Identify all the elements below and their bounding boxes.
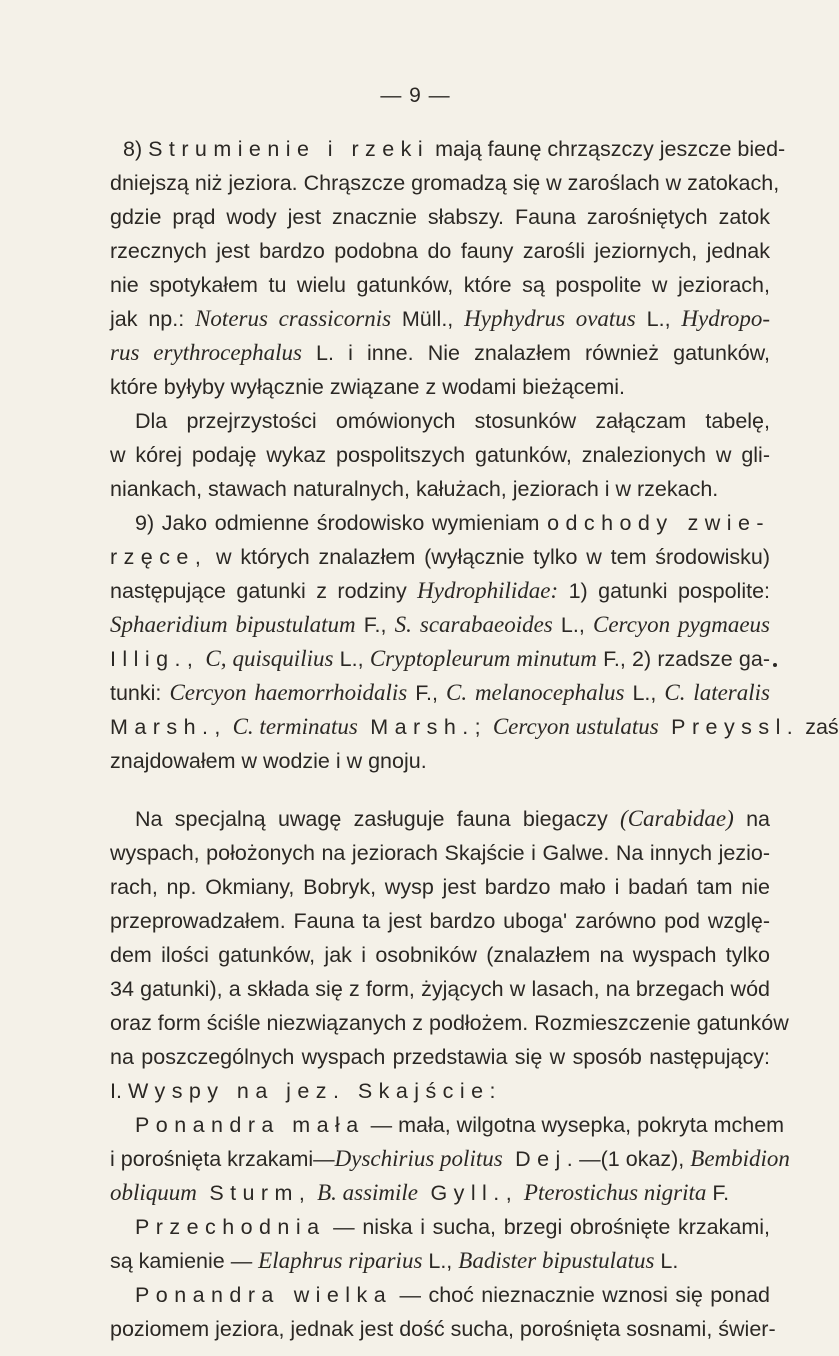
carabidae-line-8: na poszczególnych wyspach przedstawia się w sposób następujący: <box>110 1045 770 1069</box>
emphasis-text: Wyspy na jez. Skajście: <box>127 1079 502 1103</box>
species-name: Bembidion <box>690 1146 790 1171</box>
section9-line-6: tunki: Cercyon haemorrhoidalis F., C. melanocephalus L., C. lateralis <box>110 680 770 705</box>
species-name: Hydropo- <box>681 306 770 331</box>
section9-line-8: znajdowałem w wodzie i w gnoju. <box>110 749 427 773</box>
species-name: Pterostichus nigrita <box>518 1180 707 1205</box>
author-name: Marsh.; <box>357 715 488 739</box>
family-name: Hydrophilidae: <box>417 578 559 603</box>
carabidae-line-4: przeprowadzałem. Fauna ta jest bardzo uboga' zarówno pod wzglę- <box>110 909 770 933</box>
island3-line-2: poziomem jeziora, jednak jest dość sucha, porośnięta sosnami, świer- <box>110 1317 776 1341</box>
species-name: Dyschirius politus <box>334 1146 503 1171</box>
emphasis-text: Strumienie i rzeki <box>148 137 430 161</box>
species-name: C. lateralis <box>664 680 770 705</box>
section8-line-4: rzecznych jest bardzo podobna do fauny zarośli jeziornych, jednak <box>110 239 770 263</box>
species-name: Hyphydrus ovatus <box>464 306 636 331</box>
table-para-line-1: Dla przejrzystości omówionych stosunków załączam tabelę, <box>135 409 770 433</box>
author-name: Sturm, <box>196 1181 312 1205</box>
species-name: rus erythrocephalus <box>110 340 302 365</box>
species-name: Badister bipustulatus <box>458 1248 655 1273</box>
section9-line-2: rzęce, w których znalazłem (wyłącznie tylko w tem środowisku) <box>110 545 770 569</box>
species-name: C, quisquilius <box>199 646 334 671</box>
section8-line-6: jak np.: Noterus crassicornis Müll., Hyphydrus ovatus L., Hydropo- <box>110 306 770 331</box>
section9-line-3: następujące gatunki z rodziny Hydrophilidae: 1) gatunki pospolite: <box>110 578 770 603</box>
section8-line-2: dniejszą niż jeziora. Chrąszcze gromadzą się w zaroślach w zatokach, <box>110 171 780 195</box>
species-name: B. assimile <box>311 1180 419 1205</box>
section9-line-4: Sphaeridium bipustulatum F., S. scarabaeoides L., Cercyon pygmaeus <box>110 612 770 637</box>
author-name: Gyll., <box>418 1181 519 1205</box>
emphasis-text: odchody zwie- <box>547 511 770 535</box>
species-name: obliquum <box>110 1180 197 1205</box>
author-name: Marsh., <box>110 715 227 739</box>
table-para-line-3: niankach, stawach naturalnych, kałużach, jeziorach i w rzekach. <box>110 477 719 501</box>
section9-line-1: 9) Jako odmienne środowisko wymieniam odchody zwie- <box>135 511 770 535</box>
species-name: Sphaeridium bipustulatum <box>110 612 356 637</box>
island-name: Przechodnia <box>135 1215 326 1239</box>
island1-line-3: obliquum Sturm, B. assimile Gyll., Pterostichus nigrita F. <box>110 1180 730 1205</box>
section9-line-7: Marsh., C. terminatus Marsh.; Cercyon ustulatus Preyssl. zaś <box>110 714 839 739</box>
species-name: Cercyon pygmaeus <box>593 612 770 637</box>
author-name: Illig., <box>110 647 200 671</box>
section8-line-5: nie spotykałem tu wielu gatunków, które są pospolite w jeziorach, <box>110 273 770 297</box>
species-name: C. terminatus <box>226 714 358 739</box>
section9-line-5: Illig., C, quisquilius L., Cryptopleurum minutum F., 2) rzadsze ga- <box>110 646 770 671</box>
carabidae-line-7: oraz form ściśle niezwiązanych z podłożem. Rozmieszczenie gatunków <box>110 1011 789 1035</box>
island3-line-1: Ponandra wielka — choć nieznacznie wznosi się ponad <box>135 1283 770 1307</box>
species-name: Cryptopleurum minutum <box>369 646 597 671</box>
island1-line-2: i porośnięta krzakami—Dyschirius politus Dej.—(1 okaz), Bembidion <box>110 1146 790 1171</box>
emphasis-text: rzęce, <box>110 545 208 569</box>
island2-line-1: Przechodnia — niska i sucha, brzegi obrośnięte krzakami, <box>135 1215 770 1239</box>
species-name: Cercyon haemorrhoidalis <box>169 680 408 705</box>
islands-heading: I. Wyspy na jez. Skajście: <box>110 1079 502 1103</box>
carabidae-line-5: dem ilości gatunków, jak i osobników (znalazłem na wyspach tylko <box>110 943 770 967</box>
section8-line-3: gdzie prąd wody jest znacznie słabszy. Fauna zarośniętych zatok <box>110 205 770 229</box>
carabidae-line-2: wyspach, położonych na jeziorach Skajście i Galwe. Na innych jezio- <box>110 841 770 865</box>
table-para-line-2: w kórej podaję wykaz pospolitszych gatunków, znalezionych w gli- <box>110 443 770 467</box>
island2-line-2: są kamienie — Elaphrus riparius L., Badister bipustulatus L. <box>110 1248 679 1273</box>
island-name: Ponandra mała <box>135 1113 365 1137</box>
species-name: S. scarabaeoides <box>394 612 553 637</box>
page-number: — 9 — <box>380 84 451 107</box>
carabidae-line-3: rach, np. Okmiany, Bobryk, wysp jest bardzo mało i badań tam nie <box>110 875 770 899</box>
island-name: Ponandra wielka <box>135 1283 393 1307</box>
print-speck <box>773 663 777 667</box>
island1-line-1: Ponandra mała — mała, wilgotna wysepka, pokryta mchem <box>135 1113 785 1137</box>
carabidae-line-6: 34 gatunki), a składa się z form, żyjących w lasach, na brzegach wód <box>110 977 770 1001</box>
section8-line-1: 8) Strumienie i rzeki mają faunę chrząszczy jeszcze bied- <box>123 137 786 161</box>
author-name: Preyssl. <box>658 715 800 739</box>
carabidae-line-1: Na specjalną uwagę zasługuje fauna biegaczy (Carabidae) na <box>135 806 770 831</box>
species-name: Elaphrus riparius <box>258 1248 423 1273</box>
species-name: Cercyon ustulatus <box>487 714 659 739</box>
species-name: Noterus crassicornis <box>195 306 392 331</box>
section8-line-8: które byłyby wyłącznie związane z wodami bieżącemi. <box>110 375 626 399</box>
author-name: Dej. <box>502 1147 580 1171</box>
species-name: C. melanocephalus <box>446 680 625 705</box>
family-name: (Carabidae) <box>620 806 734 831</box>
section8-line-7: rus erythrocephalus L. i inne. Nie znalazłem również gatunków, <box>110 340 770 365</box>
